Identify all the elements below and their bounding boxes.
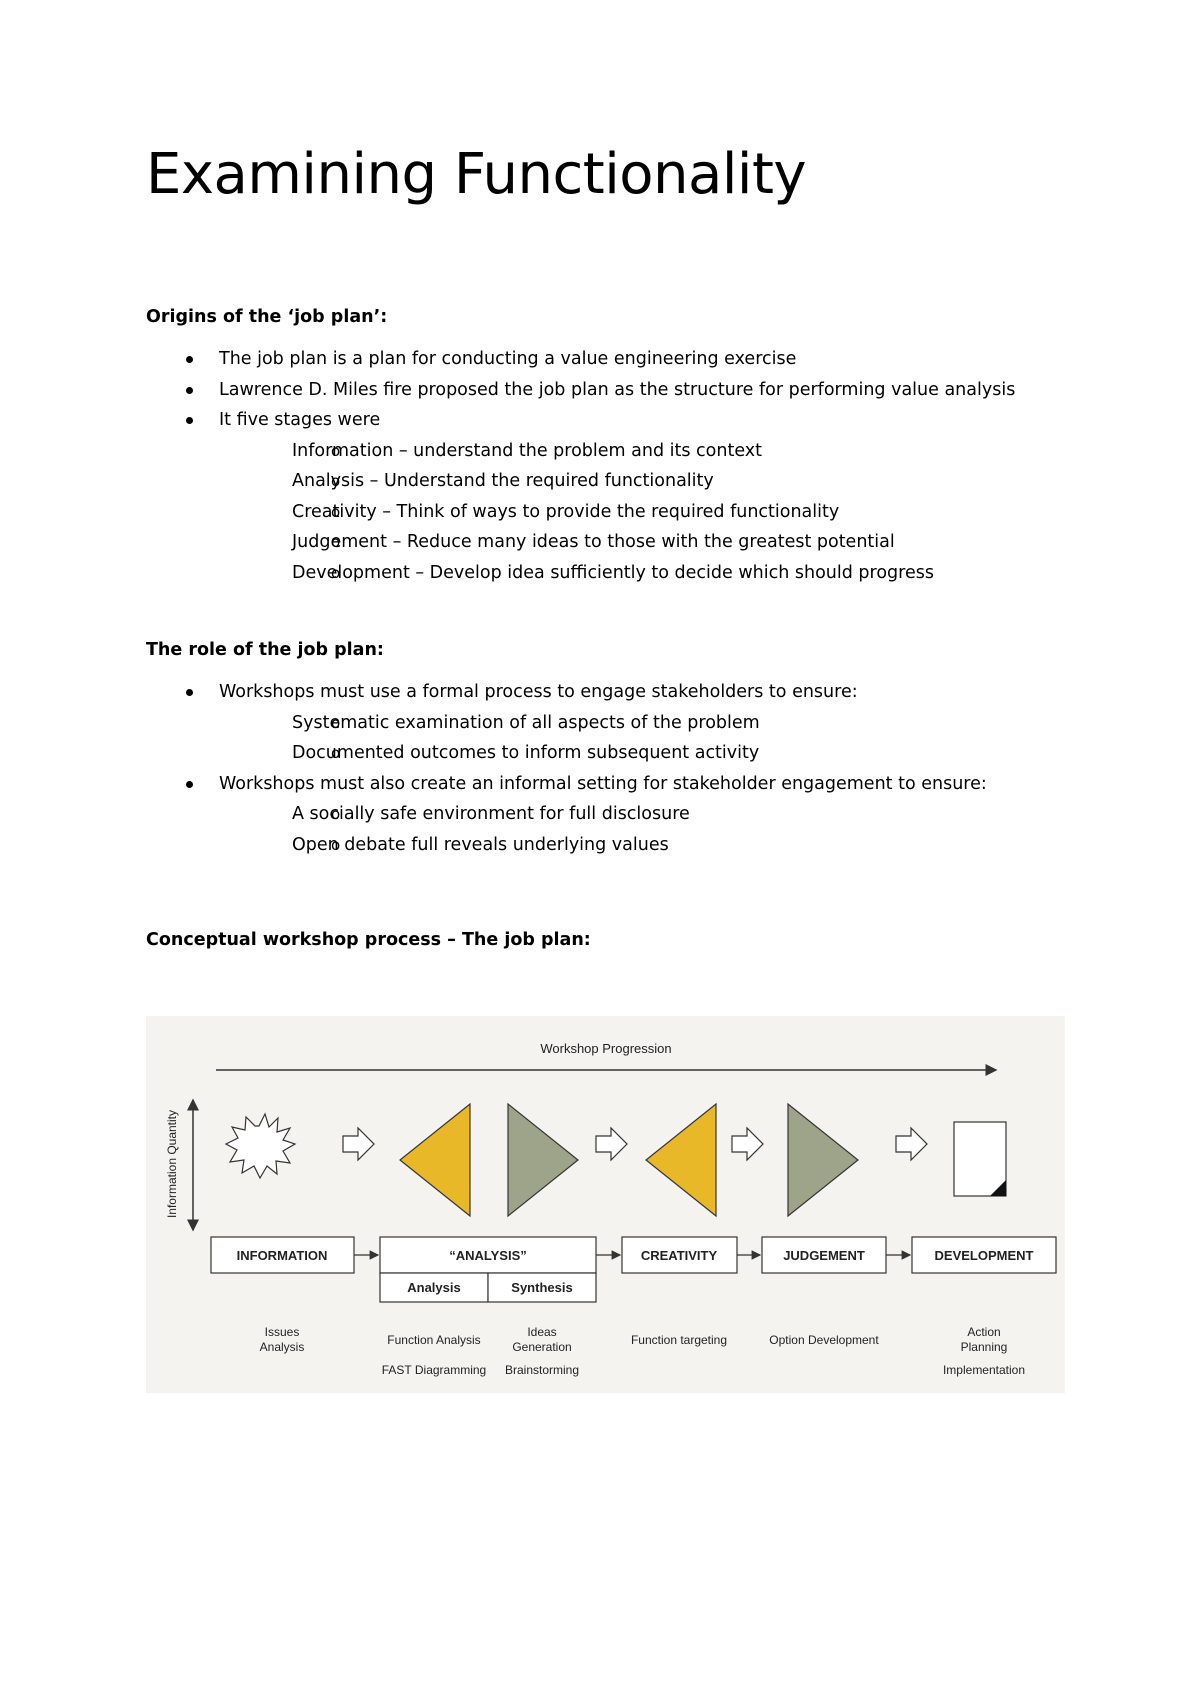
diagram-svg [146,1016,1065,1393]
caption-issues-analysis: Analysis [259,1340,305,1354]
origins-list [146,344,1106,588]
page-title: Examining Functionality [146,142,807,207]
caption-issues: Issues [264,1325,300,1339]
role-section [146,640,1106,860]
process-section [146,930,1106,950]
caption-ideas: Ideas [527,1325,557,1339]
stage-item: o Analysis – Understand the required functionality [219,466,1106,497]
analysis-label: Analysis [407,1280,461,1295]
list-item-label: Workshops must also create an informal setting for stakeholder engagement to ensure: [219,773,987,794]
document-icon [954,1122,1006,1196]
caption-fast: FAST Diagramming [381,1363,487,1377]
creativity-label: CREATIVITY [640,1248,718,1263]
list-item-label: Workshops must use a formal process to engage stakeholders to ensure: [219,682,858,702]
caption-function-analysis: Function Analysis [387,1333,481,1347]
caption-implementation: Implementation [942,1363,1026,1377]
analysis-group-label: “ANALYSIS” [449,1248,527,1263]
list-item [146,677,1106,769]
stage-item: o Creativity – Think of ways to provide the required functionality [219,497,1106,528]
stage-item: o Judgement – Reduce many ideas to those with the greatest potential [219,527,1106,558]
caption-action: Action [967,1325,1001,1339]
list-item: The job plan is a plan for conducting a value engineering exercise [146,344,1106,375]
caption-planning: Planning [960,1340,1008,1354]
sub-item: o A socially safe environment for full disclosure [219,799,1106,830]
job-plan-diagram [146,1016,1065,1393]
origins-section [146,307,1106,588]
role-list [146,677,1106,860]
caption-brainstorming: Brainstorming [504,1363,580,1377]
list-item: Lawrence D. Miles fire proposed the job plan as the structure for performing value analysis [146,375,1106,406]
information-label: INFORMATION [236,1248,328,1263]
process-heading: Conceptual workshop process – The job plan: [146,930,591,950]
list-item-label: It five stages were [219,410,381,430]
synthesis-label: Synthesis [511,1280,573,1295]
list-item [146,405,1106,588]
stages-list [219,436,1106,589]
development-label: DEVELOPMENT [934,1248,1034,1263]
role-heading: The role of the job plan: [146,640,384,660]
progression-label: Workshop Progression [540,1041,672,1056]
role-sublist [219,708,1106,769]
caption-option-development: Option Development [769,1333,879,1347]
quantity-label: Information Quantity [165,1109,179,1219]
origins-heading: Origins of the ‘job plan’: [146,307,388,327]
caption-generation: Generation [512,1340,572,1354]
role-sublist [219,799,1106,860]
sub-item: o Documented outcomes to inform subsequent activity [219,738,1106,769]
stage-item: o Information – understand the problem and its context [219,436,1106,467]
sub-item: o Open debate full reveals underlying values [219,830,1106,861]
caption-function-targeting: Function targeting [630,1333,728,1347]
stage-item: o Development – Develop idea sufficiently to decide which should progress [219,558,1106,589]
judgement-label: JUDGEMENT [783,1248,865,1263]
list-item [146,769,1106,861]
sub-item: o Systematic examination of all aspects of the problem [219,708,1106,739]
